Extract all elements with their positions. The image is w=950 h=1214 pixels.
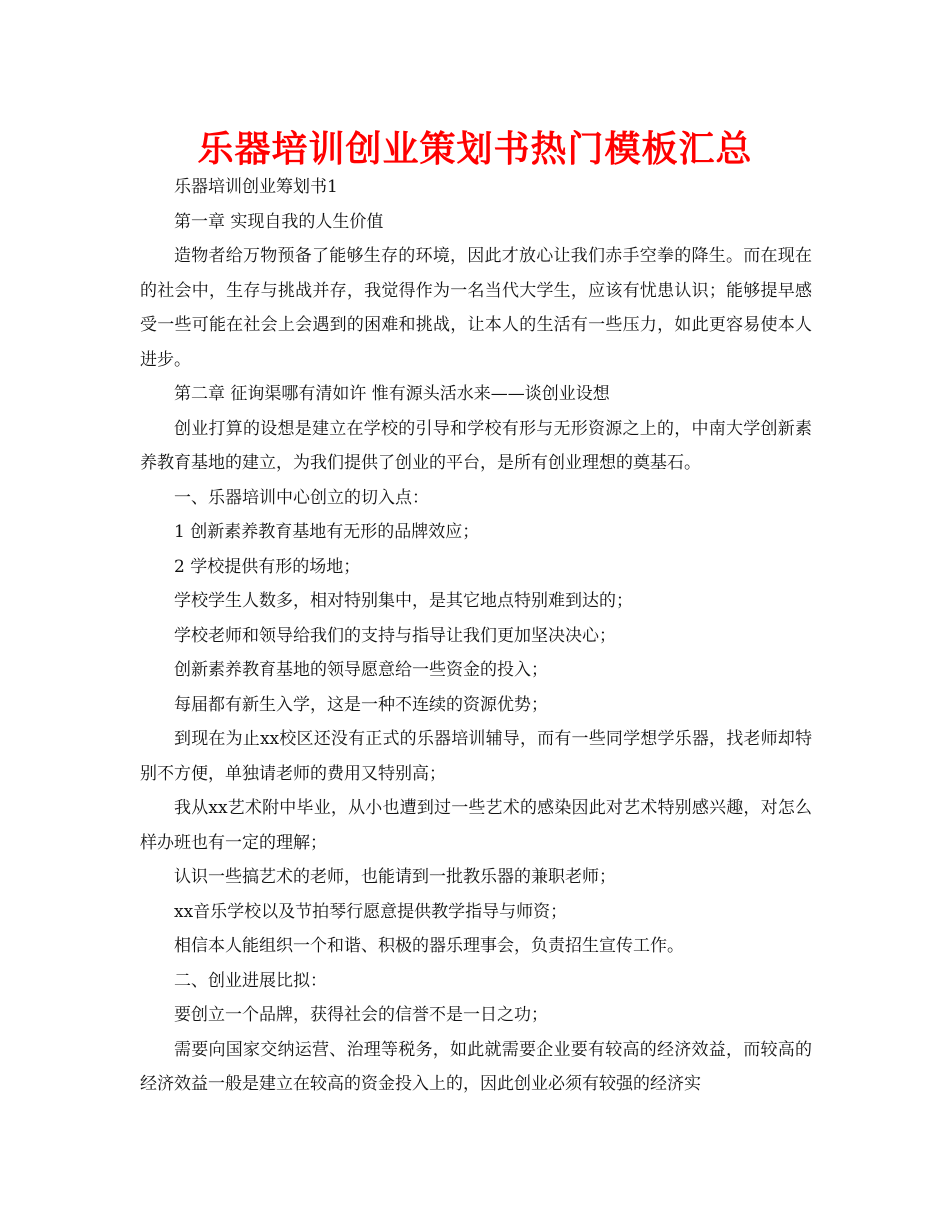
- paragraph: 认识一些搞艺术的老师，也能请到一批教乐器的兼职老师；: [174, 867, 616, 887]
- paragraph: 一、乐器培训中心创立的切入点：: [174, 487, 429, 508]
- paragraph: 学校学生人数多，相对特别集中，是其它地点特别难到达的；: [174, 591, 633, 611]
- paragraph: 创新素养教育基地的领导愿意给一些资金的投入；: [174, 660, 548, 680]
- document-title: 乐器培训创业策划书热门模板汇总: [197, 129, 753, 170]
- paragraph: 相信本人能组织一个和谐、积极的器乐理事会，负责招生宣传工作。: [174, 936, 684, 956]
- document-body: [140, 170, 812, 1102]
- paragraph: 每届都有新生入学，这是一种不连续的资源优势；: [174, 694, 548, 715]
- paragraph: 创业打算的设想是建立在学校的引导和学校有形与无形资源之上的，中南大学创新素养教育基地的建立，为我们提供了创业的平台，是所有创业理想的奠基石。: [140, 418, 812, 473]
- paragraph: 1 创新素养教育基地有无形的品牌效应；: [174, 522, 480, 542]
- paragraph: xx音乐学校以及节拍琴行愿意提供教学指导与师资；: [174, 901, 568, 922]
- paragraph: 造物者给万物预备了能够生存的环境，因此才放心让我们赤手空拳的降生。而在现在的社会中，生存与挑战并存，我觉得作为一名当代大学生，应该有忧患认识；能够提早感受一些可能在社会上会遇到的困难和挑战，让本人的生活有一些压力，如此更容易使本人进步。: [140, 246, 812, 370]
- paragraph: 我从xx艺术附中毕业，从小也遭到过一些艺术的感染因此对艺术特别感兴趣，对怎么样办班也有一定的理解；: [140, 798, 812, 853]
- paragraph: 到现在为止xx校区还没有正式的乐器培训辅导，而有一些同学想学乐器，找老师却特别不方便，单独请老师的费用又特别高；: [140, 729, 812, 784]
- paragraph: 需要向国家交纳运营、治理等税务，如此就需要企业要有较高的经济效益，而较高的经济效益一般是建立在较高的资金投入上的，因此创业必须有较强的经济实: [140, 1039, 812, 1094]
- paragraph: 2 学校提供有形的场地；: [174, 556, 361, 577]
- paragraph: 学校老师和领导给我们的支持与指导让我们更加坚决决心；: [174, 625, 616, 646]
- paragraph: 第二章 征询渠哪有清如许 惟有源头活水来——谈创业设想: [174, 384, 610, 404]
- paragraph: 要创立一个品牌，获得社会的信誉不是一日之功；: [174, 1005, 548, 1025]
- paragraph: 二、创业进展比拟：: [174, 970, 327, 991]
- paragraph: 乐器培训创业筹划书1: [174, 177, 338, 197]
- paragraph: 第一章 实现自我的人生价值: [174, 211, 384, 232]
